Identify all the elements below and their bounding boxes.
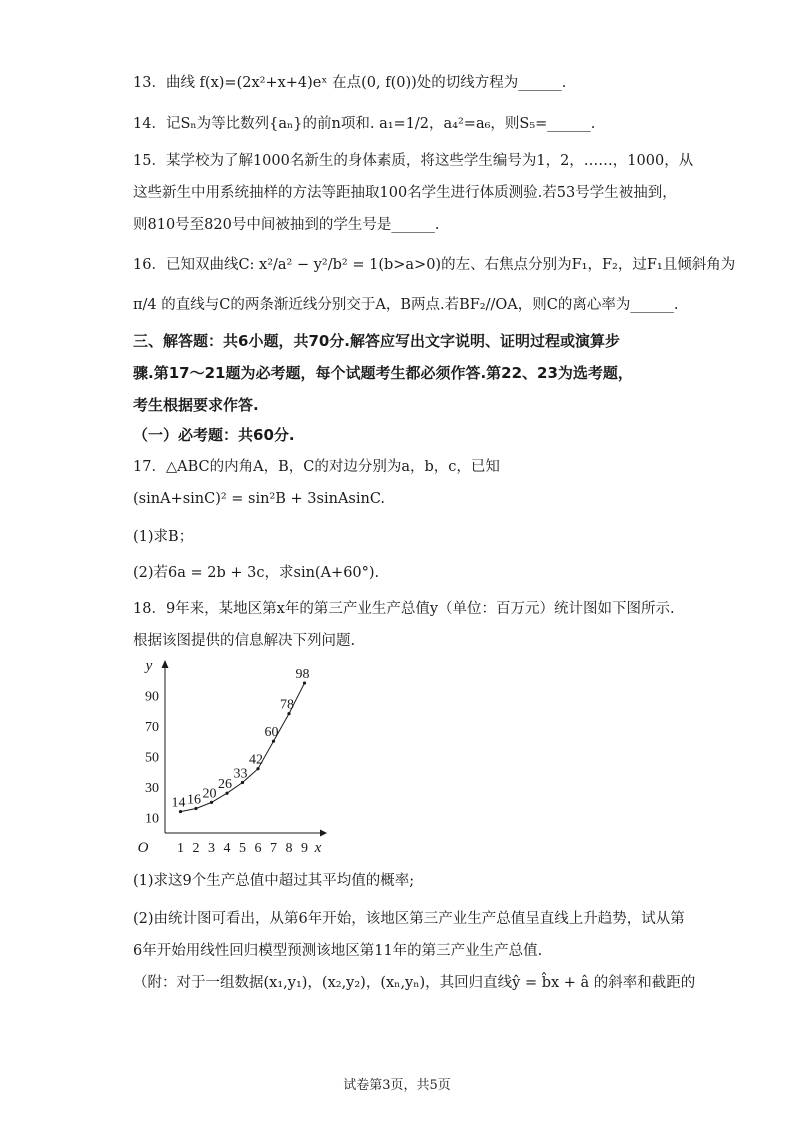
question-15-line-1: 15．某学校为了解1000名新生的身体素质，将这些学生编号为1，2，……，1000，从 [133, 153, 694, 169]
x-tick-label: 9 [301, 841, 308, 855]
y-tick-label: 50 [145, 750, 159, 766]
data-label: 20 [202, 786, 217, 802]
question-17-line-1: 17．△ABC的内角A，B，C的对边分别为a，b，c，已知 [133, 459, 500, 475]
question-16-line-1: 16．已知双曲线C: x²/a² − y²/b² = 1(b>a>0)的左、右焦点分别为F₁，F₂，过F₁且倾斜角为 [133, 257, 736, 273]
data-label: 26 [218, 777, 232, 793]
question-13: 13．曲线 f(x)=(2x²+x+4)eˣ 在点(0, f(0))处的切线方程为______. [133, 75, 567, 91]
data-label: 60 [264, 725, 279, 741]
data-label: 33 [233, 766, 248, 782]
section-3-heading-line-3: 考生根据要求作答. [133, 396, 259, 414]
y-tick-label: 10 [145, 811, 159, 827]
question-18-line-1: 18．9年来，某地区第x年的第三产业生产总值y（单位：百万元）统计图如下图所示. [133, 601, 675, 617]
x-tick-label: 6 [254, 841, 262, 855]
data-label: 16 [187, 792, 201, 808]
question-18-line-2: 根据该图提供的信息解决下列问题. [133, 633, 356, 649]
data-label: 42 [249, 752, 263, 768]
origin-label: O [137, 840, 149, 855]
y-tick-label: 30 [145, 781, 159, 797]
x-tick-label: 3 [208, 841, 215, 855]
data-label: 78 [280, 697, 294, 713]
question-14: 14．记Sₙ为等比数列{aₙ}的前n项和. a₁=1/2，a₄²=a₆，则S₅=______. [133, 116, 596, 132]
section-3-heading-line-1: 三、解答题：共6小题，共70分.解答应写出文字说明、证明过程或演算步 [133, 332, 621, 350]
x-tick-label: 7 [270, 841, 277, 855]
section-3-heading-line-2: 骤.第17～21题为必考题，每个试题考生都必须作答.第22、23为选考题， [133, 364, 633, 382]
data-label: 98 [295, 667, 310, 683]
x-axis-label: x [314, 840, 322, 855]
question-18-part-1: (1)求这9个生产总值中超过其平均值的概率; [133, 873, 415, 889]
question-15-line-2: 这些新生中用系统抽样的方法等距抽取100名学生进行体质测验.若53号学生被抽到， [133, 185, 677, 201]
question-15-line-3: 则810号至820号中间被抽到的学生号是______. [133, 217, 440, 233]
question-18-part-2-line-1: (2)由统计图可看出，从第6年开始，该地区第三产业生产总值呈直线上升趋势，试从第 [133, 911, 685, 927]
question-17-part-1: (1)求B； [133, 529, 194, 545]
question-17-line-2: (sinA+sinC)² = sin²B + 3sinAsinC. [133, 491, 386, 507]
x-axis-arrow [320, 830, 327, 837]
data-label: 14 [171, 795, 186, 811]
question-16-line-2: π/4 的直线与C的两条渐近线分别交于A，B两点.若BF₂//OA，则C的离心率为______. [133, 297, 679, 313]
x-tick-label: 2 [192, 841, 200, 855]
question-17-part-2: (2)若6a = 2b + 3c，求sin(A+60°). [133, 565, 380, 581]
page-footer: 试卷第3页，共5页 [343, 1078, 451, 1093]
x-tick-label: 5 [239, 841, 246, 855]
production-value-chart [128, 655, 328, 855]
question-18-part-2-line-2: 6年开始用线性回归模型预测该地区第11年的第三产业生产总值. [133, 943, 543, 959]
y-axis-arrow [162, 660, 169, 668]
y-tick-label: 70 [145, 719, 159, 735]
question-18-note: （附：对于一组数据(x₁,y₁)，(x₂,y₂)，(xₙ,yₙ)，其回归直线ŷ = b̂x + â 的斜率和截距的 [133, 975, 696, 991]
x-tick-label: 1 [177, 841, 184, 855]
section-3-subheading: （一）必考题：共60分. [133, 426, 295, 444]
x-tick-label: 4 [223, 841, 231, 855]
y-tick-label: 90 [145, 689, 159, 705]
y-axis-label: y [145, 658, 153, 674]
x-tick-label: 8 [285, 841, 293, 855]
